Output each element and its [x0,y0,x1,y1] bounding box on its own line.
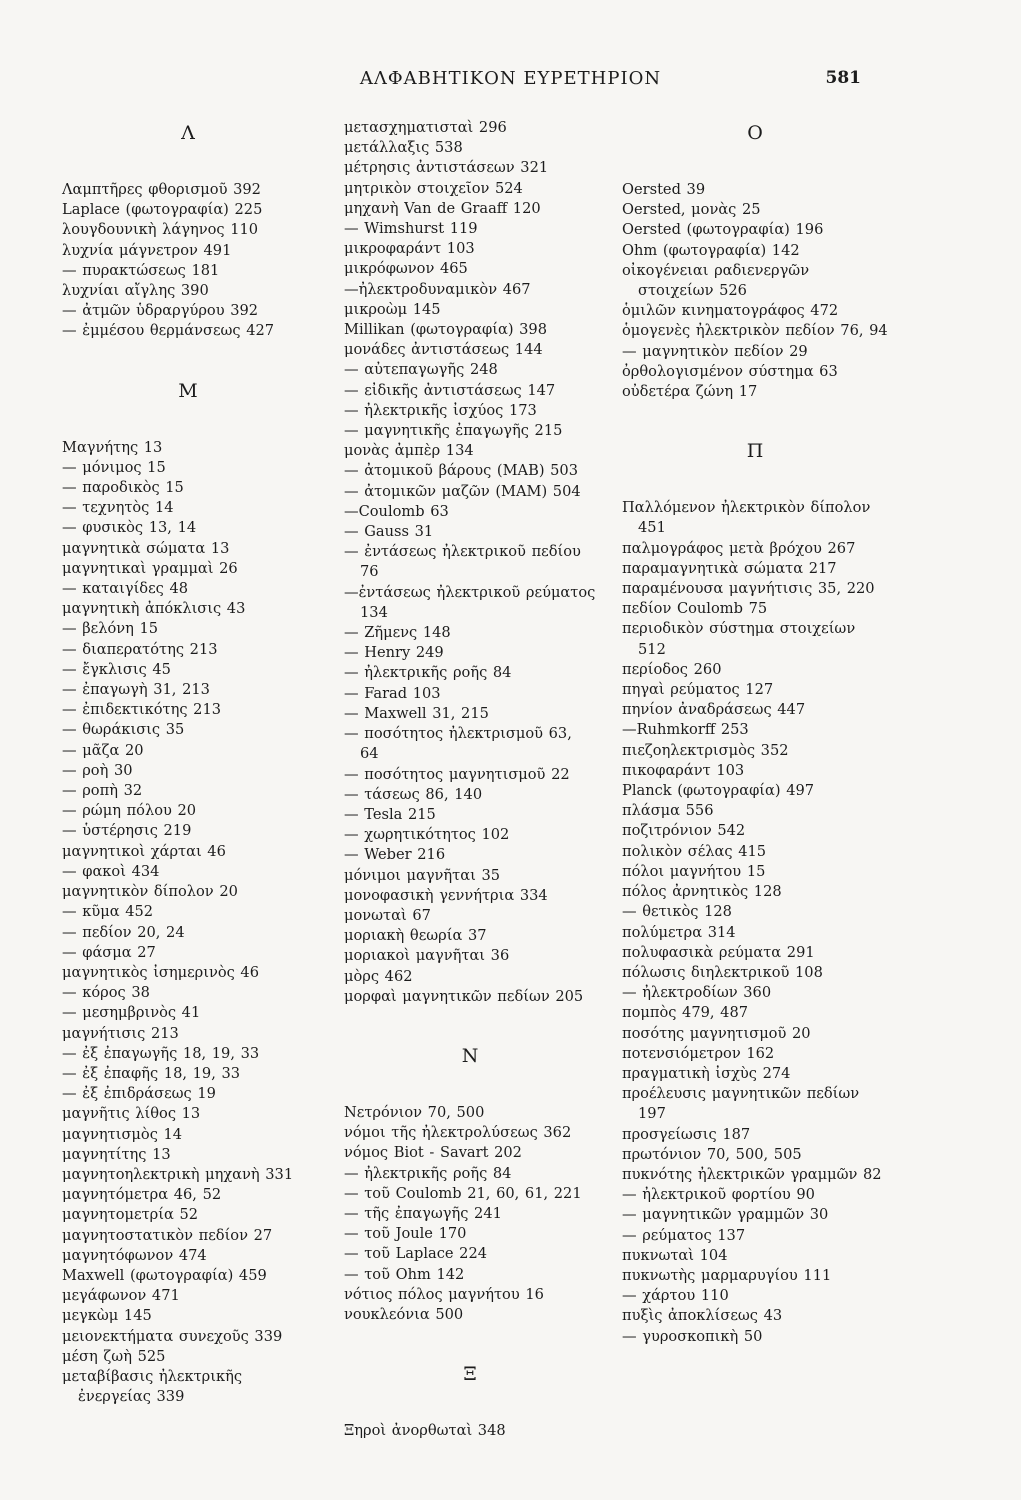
index-entry: λυχνίαι αἴγλης 390 [62,282,209,300]
index-entry: πόλος ἀρνητικὸς 128 [622,883,782,901]
letter-heading: Λ [181,122,195,144]
index-entry: νόμος Biot - Savart 202 [344,1144,522,1162]
index-entry: — ἠλεκτρικῆς ροῆς 84 [344,664,512,682]
index-entry: μονοφασικὴ γεννήτρια 334 [344,886,548,904]
index-entry: — τοῦ Ohm 142 [344,1265,465,1283]
index-entry: — τοῦ Coulomb 21, 60, 61, 221 [344,1184,582,1202]
index-entry: — ἔγκλισις 45 [62,660,171,678]
index-entry: — Henry 249 [344,644,444,662]
index-entry: ὁμογενὲς ἠλεκτρικὸν πεδίον 76, 94 [622,322,888,340]
index-entry: μετασχηματισταὶ 296 [344,119,507,136]
index-entry: μετάλλαξις 538 [344,139,463,157]
index-entry: Maxwell (φωτογραφία) 459 [62,1266,267,1284]
section-spacer [622,402,888,436]
page-number: 581 [825,68,861,88]
index-column-1 [62,118,314,1407]
index-entry: πυκνωτὴς μαρμαρυγίου 111 [622,1266,832,1284]
index-entry: — καταιγίδες 48 [62,580,189,598]
heading-spacer [62,158,314,180]
index-entry: — ἠλεκτρικῆς ροῆς 84 [344,1164,512,1182]
index-entry: — πυρακτώσεως 181 [62,261,220,279]
index-entry: — μαγνητικῆς ἐπαγωγῆς 215 [344,422,563,440]
index-entry: — Wimshurst 119 [344,220,478,238]
index-entry: μαγνητικὰ σώματα 13 [62,539,230,557]
index-entry: πηνίον ἀναδράσεως 447 [622,701,806,719]
index-entry: — ροὴ 30 [62,761,133,779]
index-entry: μαγνητικαὶ γραμμαὶ 26 [62,559,238,577]
heading-spacer [622,476,888,498]
index-entry: — θετικὸς 128 [622,903,732,921]
index-entry: προσγείωσις 187 [622,1125,751,1143]
letter-heading: Ο [747,122,763,144]
index-entry: μαγνητικὴ ἀπόκλισις 43 [62,600,246,618]
heading-spacer [344,1081,596,1103]
index-entry: Oersted, μονὰς 25 [622,201,761,219]
index-entry: μόνιμοι μαγνῆται 35 [344,866,501,884]
index-entry: — ἀτμῶν ὑδραργύρου 392 [62,302,259,320]
index-entry: νουκλεόνια 500 [344,1305,464,1323]
index-entry: πόλωσις διηλεκτρικοῦ 108 [622,963,823,981]
index-entry: μονωταὶ 67 [344,906,431,924]
index-entry: οἰκογένειαι ραδιενεργῶν στοιχείων 526 [622,261,810,300]
index-entry: μαγνητόμετρα 46, 52 [62,1186,222,1204]
index-entry: — αὐτεπαγωγῆς 248 [344,361,498,379]
index-entry: ποσότης μαγνητισμοῦ 20 [622,1024,811,1042]
index-entry: περιοδικὸν σύστημα στοιχείων 512 [622,620,856,658]
index-entry: μὸρς 462 [344,967,413,985]
index-entry: μηχανὴ Van de Graaff 120 [344,199,541,217]
index-entry: μαγνητομετρία 52 [62,1206,199,1224]
section-spacer [344,1007,596,1041]
index-entry: —Ruhmkorff 253 [622,721,749,739]
index-entry: μειονεκτήματα συνεχοῦς 339 [62,1327,283,1345]
index-entry: Oersted 39 [622,181,706,198]
index-entry: — ἐξ ἐπαφῆς 18, 19, 33 [62,1064,241,1082]
index-entry: μορφαὶ μαγνητικῶν πεδίων 205 [344,987,584,1005]
index-entry: — Ζῆμενς 148 [344,624,451,642]
index-entry: λυχνία μάγνετρον 491 [62,241,232,259]
index-entry: — Farad 103 [344,684,441,702]
index-entry: ὀρθολογισμένον σύστημα 63 [622,362,838,380]
index-entry: — ροπὴ 32 [62,782,143,800]
index-entry: — ποσότητος μαγνητισμοῦ 22 [344,765,570,783]
index-entry: — μόνιμος 15 [62,458,166,476]
index-entry: νόμοι τῆς ἠλεκτρολύσεως 362 [344,1124,572,1142]
letter-heading: Π [746,440,764,463]
index-entry: — φυσικὸς 13, 14 [62,519,197,537]
index-entry: ποτενσιόμετρον 162 [622,1044,775,1062]
section-spacer [62,342,314,376]
index-entry: μεγκὼμ 145 [62,1307,152,1325]
index-entry: —ἐντάσεως ἠλεκτρικοῦ ρεύματος 134 [344,583,596,621]
index-entry: μικροφαράντ 103 [344,240,475,258]
index-entry: μαγνητίτης 13 [62,1145,171,1163]
index-entry: μοριακοὶ μαγνῆται 36 [344,947,510,965]
letter-heading: Ν [461,1044,479,1067]
index-entry: παραμαγνητικὰ σώματα 217 [622,559,837,577]
index-entry: — ὑστέρησις 219 [62,822,192,840]
index-entry: πολικὸν σέλας 415 [622,842,767,860]
index-entry: μαγνητοστατικὸν πεδίον 27 [62,1226,273,1244]
index-entry: μαγνητοηλεκτρικὴ μηχανὴ 331 [62,1165,294,1183]
index-entry: — ἐμμέσου θερμάνσεως 427 [62,322,275,340]
index-entry: μαγνῆτις λίθος 13 [62,1105,201,1123]
index-entry: πόλοι μαγνήτου 15 [622,862,766,880]
index-entry: Laplace (φωτογραφία) 225 [62,201,263,219]
index-entry: — πεδίον 20, 24 [62,923,185,941]
index-entry: Millikan (φωτογραφία) 398 [344,321,548,339]
index-entry: — τοῦ Joule 170 [344,1225,467,1243]
index-entry: πομπὸς 479, 487 [622,1004,749,1022]
index-entry: μαγνητικοὶ χάρται 46 [62,842,226,860]
heading-spacer [344,1399,596,1421]
index-entry: Oersted (φωτογραφία) 196 [622,221,824,239]
index-entry: μονὰς ἀμπὲρ 134 [344,442,474,460]
index-entry: — γυροσκοπικὴ 50 [622,1327,763,1345]
index-column-2 [344,118,596,1441]
index-entry: πολυφασικὰ ρεύματα 291 [622,943,815,961]
index-entry: — χωρητικότητος 102 [344,826,510,844]
index-entry: — ἀτομικῶν μαζῶν (ΜΑΜ) 504 [344,482,581,500]
index-entry: περίοδος 260 [622,660,722,678]
index-entry: — θωράκισις 35 [62,721,185,739]
page-header [0,68,1021,98]
index-entry: — Gauss 31 [344,523,434,541]
index-entry: οὐδετέρα ζώνη 17 [622,383,758,401]
index-entry: νότιος πόλος μαγνήτου 16 [344,1285,544,1303]
index-entry: — ποσότητος ἠλεκτρισμοῦ 63, 64 [344,725,572,763]
index-entry: μαγνήτισις 213 [62,1024,179,1042]
index-entry: — κῦμα 452 [62,903,154,921]
index-entry: μέση ζωὴ 525 [62,1347,166,1365]
index-entry: — ἐπαγωγὴ 31, 213 [62,681,210,699]
index-entry: — ἐξ ἐπιδράσεως 19 [62,1085,216,1103]
index-entry: πλάσμα 556 [622,802,714,820]
index-entry: μεγάφωνον 471 [62,1287,180,1305]
index-entry: — μαγνητικῶν γραμμῶν 30 [622,1206,829,1224]
index-entry: μέτρησις ἀντιστάσεων 321 [344,159,549,177]
index-entry: ὁμιλῶν κινηματογράφος 472 [622,302,839,320]
index-entry: — διαπερατότης 213 [62,640,218,658]
index-entry: Μαγνήτης 13 [62,438,163,456]
index-entry: — μᾶζα 20 [62,741,144,759]
heading-spacer [622,158,888,180]
index-entry: — βελόνη 15 [62,620,159,638]
index-entry: Ξηροὶ ἀνορθωταὶ 348 [344,1422,506,1440]
index-entry: Λαμπτῆρες φθορισμοῦ 392 [62,181,261,198]
index-entry: — ἀτομικοῦ βάρους (ΜΑΒ) 503 [344,462,579,480]
index-entry: Παλλόμενον ἠλεκτρικὸν δίπολον 451 [622,499,871,537]
index-entry: μικρόφωνον 465 [344,260,468,278]
index-entry: — ἠλεκτρικοῦ φορτίου 90 [622,1186,815,1204]
index-entry: — Maxwell 31, 215 [344,704,489,722]
index-entry: — ρεύματος 137 [622,1226,746,1244]
index-entry: πεδίον Coulomb 75 [622,600,768,618]
letter-heading: Μ [178,379,198,402]
running-title: ΑΛΦΑΒΗΤΙΚΟΝ ΕΥΡΕΤΗΡΙΟΝ [359,68,662,89]
index-entry: πραγματικὴ ἰσχὺς 274 [622,1064,791,1082]
index-entry: — ρώμη πόλου 20 [62,802,197,820]
index-entry: μαγνητικὸν δίπολον 20 [62,883,238,901]
index-entry: μοριακὴ θεωρία 37 [344,927,487,945]
index-entry: — τεχνητὸς 14 [62,499,174,517]
index-entry: — Tesla 215 [344,805,436,823]
index-entry: — τοῦ Laplace 224 [344,1245,488,1263]
index-entry: — κόρος 38 [62,984,150,1002]
index-entry: μονάδες ἀντιστάσεως 144 [344,341,543,359]
index-entry: μαγνητισμὸς 14 [62,1125,183,1143]
index-entry: παλμογράφος μετὰ βρόχου 267 [622,539,856,557]
index-entry: — χάρτου 110 [622,1287,729,1305]
index-entry: Ohm (φωτογραφία) 142 [622,241,800,259]
index-entry: πυκνότης ἠλεκτρικῶν γραμμῶν 82 [622,1165,882,1183]
index-entry: — ἠλεκτρικῆς ἰσχύος 173 [344,401,537,419]
index-entry: — Weber 216 [344,846,446,864]
index-entry: Planck (φωτογραφία) 497 [622,782,815,800]
index-entry: — φάσμα 27 [62,943,156,961]
index-entry: — φακοὶ 434 [62,862,160,880]
index-entry: — τάσεως 86, 140 [344,785,483,803]
index-entry: Νετρόνιον 70, 500 [344,1103,485,1121]
index-entry: — παροδικὸς 15 [62,479,184,497]
index-entry: λουγδουνικὴ λάγηνος 110 [62,221,259,239]
index-entry: ποζιτρόνιον 542 [622,822,746,840]
index-entry: — ἐξ ἐπαγωγῆς 18, 19, 33 [62,1044,260,1062]
index-entry: μαγνητικὸς ἰσημερινὸς 46 [62,963,260,981]
index-entry: — μαγνητικὸν πεδίον 29 [622,342,808,360]
index-entry: μητρικὸν στοιχεῖον 524 [344,179,523,197]
index-entry: — ἐπιδεκτικότης 213 [62,701,222,719]
index-column-3 [622,118,888,1347]
index-entry: — τῆς ἐπαγωγῆς 241 [344,1204,502,1222]
index-entry: — ἐντάσεως ἠλεκτρικοῦ πεδίου 76 [344,543,581,581]
index-entry: πρωτόνιον 70, 500, 505 [622,1145,802,1163]
index-entry: προέλευσις μαγνητικῶν πεδίων 197 [622,1085,860,1123]
index-entry: πικοφαράντ 103 [622,761,745,779]
heading-spacer [62,416,314,438]
section-spacer [344,1325,596,1359]
index-entry: παραμένουσα μαγνήτισις 35, 220 [622,580,875,598]
index-entry: — μεσημβρινὸς 41 [62,1004,201,1022]
index-entry: μαγνητόφωνον 474 [62,1246,207,1264]
letter-heading: Ξ [463,1363,477,1386]
index-entry: — ἠλεκτροδίων 360 [622,984,772,1002]
index-entry: —ἠλεκτροδυναμικὸν 467 [344,280,531,298]
index-entry: —Coulomb 63 [344,502,449,520]
index-entry: πολύμετρα 314 [622,923,736,941]
index-entry: μικροὼμ 145 [344,300,441,318]
index-entry: μεταβίβασις ἠλεκτρικῆς ἐνεργείας 339 [62,1367,243,1406]
index-entry: πιεζοηλεκτρισμὸς 352 [622,741,789,759]
index-entry: πηγαὶ ρεύματος 127 [622,681,774,699]
index-entry: — εἰδικῆς ἀντιστάσεως 147 [344,381,556,399]
index-entry: πυκνωταὶ 104 [622,1246,728,1264]
index-entry: πυξὶς ἀποκλίσεως 43 [622,1307,783,1325]
